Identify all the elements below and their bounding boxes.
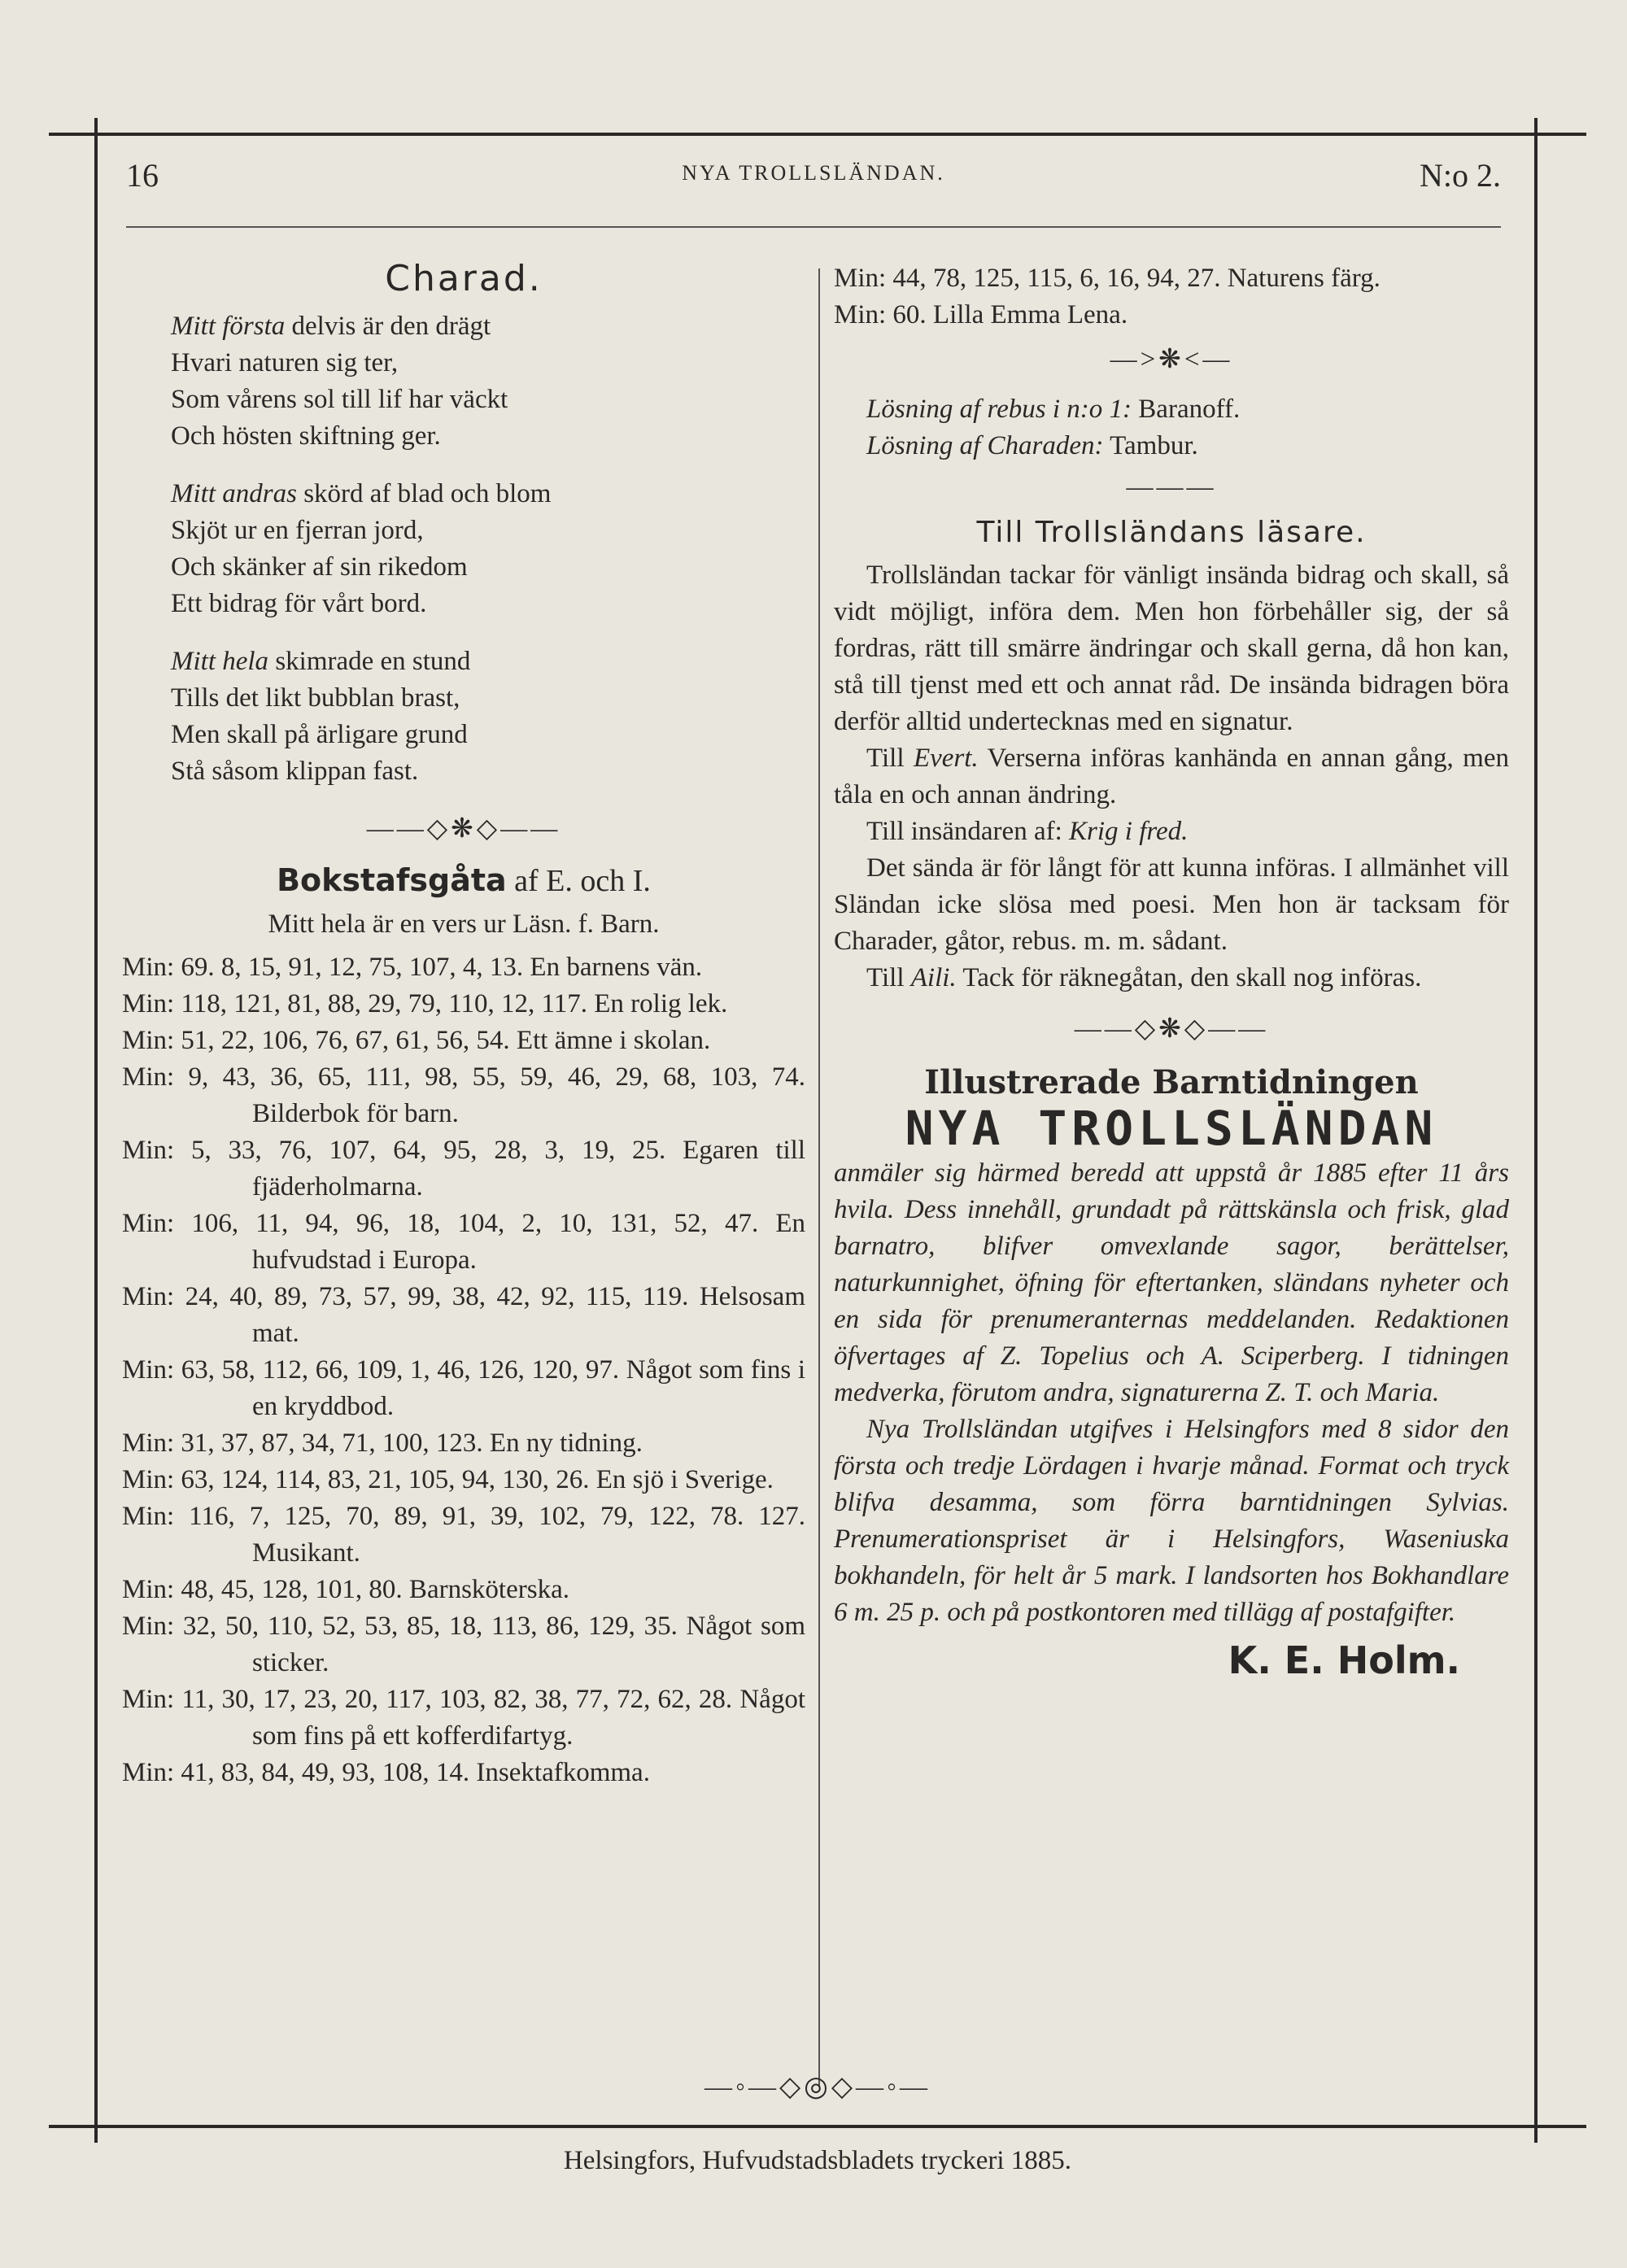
frame-left-rule bbox=[94, 133, 98, 2128]
lasare-paragraph: Till Aili. Tack för räknegåtan, den skall nog införas. bbox=[866, 963, 1422, 992]
ornament-divider: ——— bbox=[1126, 473, 1217, 502]
lasare-paragraph: Det sända är för långt för att kunna införas. I allmänhet vill Sländan icke slösa med poesi. Men hon är tacksam för Charader, gåtor, rebus. m. m. sådant. bbox=[834, 853, 1509, 956]
min-entry: Min: 106, 11, 94, 96, 18, 104, 2, 10, 131, 52, 47. En hufvudstad i Europa. bbox=[122, 1209, 805, 1275]
charad-stanza-2 bbox=[122, 476, 805, 622]
min-entry: Min: 32, 50, 110, 52, 53, 85, 18, 113, 86, 129, 35. Något som sticker. bbox=[122, 1612, 805, 1677]
header-rule bbox=[126, 226, 1501, 228]
min-entry: Min: 63, 58, 112, 66, 109, 1, 46, 126, 120, 97. Något som fins i en kryddbod. bbox=[122, 1355, 805, 1421]
bokstafsgata-heading: Bokstafsgåta af E. och I. bbox=[277, 862, 651, 898]
running-title: NYA TROLLSLÄNDAN. bbox=[682, 161, 945, 185]
corner-cross-icon bbox=[1520, 2110, 1552, 2143]
advert-heading: Illustrerade Barntidningen bbox=[924, 1063, 1419, 1101]
min-entry: Min: 5, 33, 76, 107, 64, 95, 28, 3, 19, 25. Egaren till fjäderholmarna. bbox=[122, 1136, 805, 1202]
bokstafsgata-intro: Mitt hela är en vers ur Läsn. f. Barn. bbox=[268, 909, 660, 939]
lasare-paragraph: Till Evert. Verserna införas kanhända en annan gång, men tåla en och annan ändring. bbox=[834, 744, 1509, 809]
poem-line: Skjöt ur en fjerran jord, bbox=[171, 516, 424, 545]
lasare-paragraph: Trollsländan tackar för vänligt insända bidrag och skall, så vidt möjligt, införa dem. Men hon förbehåller sig, der så fordras, rätt till smärre ändringar och skall gerna, då hon kan, stå till tjenst med ett och annat råd. De insända bidragen böra derför alltid undertecknas med en signatur. bbox=[834, 560, 1509, 736]
poem-line: Och hösten skiftning ger. bbox=[171, 421, 441, 451]
poem-line: Mitt andras skörd af blad och blom bbox=[171, 479, 552, 508]
poem-line: Tills det likt bubblan brast, bbox=[171, 683, 460, 713]
charad-stanza-1 bbox=[122, 308, 805, 455]
poem-line: Ett bidrag för vårt bord. bbox=[171, 589, 427, 618]
poem-line: Hvari naturen sig ter, bbox=[171, 348, 399, 377]
ornament-divider: ——◇❋◇—— bbox=[1074, 1014, 1269, 1044]
printer-footer: Helsingfors, Hufvudstadsbladets tryckeri 1885. bbox=[563, 2146, 1072, 2175]
advert-paragraph: anmäler sig härmed beredd att uppstå år 1885 efter 11 års hvila. Dess innehåll, grundadt på rättskänsla och frisk, glad barnatro, blifver omvexlande sagor, berättelser, naturkunnighet, öfning för eftertanken, sländans nyheter och en sida för prenumeranternas meddelanden. Redaktionen öfvertages af Z. Topelius och A. Sciperberg. I tidningen medverka, förutom andra, signaturerna Z. T. och Maria. bbox=[834, 1158, 1509, 1407]
corner-cross-icon bbox=[1520, 118, 1552, 150]
min-entry: Min: 9, 43, 36, 65, 111, 98, 55, 59, 46, 29, 68, 103, 74. Bilderbok för barn. bbox=[122, 1062, 805, 1128]
ornament-divider: —◦—◇◎◇—◦— bbox=[704, 2072, 931, 2102]
poem-line: Mitt första delvis är den drägt bbox=[171, 312, 491, 341]
column-rule bbox=[818, 268, 820, 2087]
advert-paragraph: Nya Trollsländan utgifves i Helsingfors med 8 sidor den första och tredje Lördagen i hvarje månad. Format och tryck blifva desamma, som förra barntidningen Sylvias. Prenumerationspriset är i Helsingfors, Waseniuska bokhandeln, för helt år 5 mark. I landsorten hos Bokhandlare 6 m. 25 p. och på postkontoren med tillägg af postafgifter. bbox=[834, 1415, 1509, 1627]
min-entry: Min: 24, 40, 89, 73, 57, 99, 38, 42, 92, 115, 119. Helsosam mat. bbox=[122, 1282, 805, 1348]
charad-title: Charad. bbox=[385, 258, 543, 299]
issue-number: N:o 2. bbox=[1420, 157, 1501, 194]
min-entry: Min: 60. Lilla Emma Lena. bbox=[834, 300, 1128, 329]
lasare-paragraph: Till insändaren af: Krig i fred. bbox=[866, 817, 1189, 846]
poem-line: Men skall på ärligare grund bbox=[171, 720, 468, 749]
poem-line: Som vårens sol till lif har väckt bbox=[171, 385, 508, 414]
min-entry: Min: 69. 8, 15, 91, 12, 75, 107, 4, 13. En barnens vän. bbox=[122, 953, 703, 982]
ornament-divider: ——◇❋◇—— bbox=[366, 814, 561, 844]
min-entry: Min: 63, 124, 114, 83, 21, 105, 94, 130, 26. En sjö i Sverige. bbox=[122, 1465, 774, 1494]
ornament-divider: —>❋<— bbox=[1110, 345, 1233, 374]
page-number: 16 bbox=[126, 157, 159, 194]
frame-bottom-rule bbox=[49, 2125, 1586, 2128]
min-entry: Min: 31, 37, 87, 34, 71, 100, 123. En ny tidning. bbox=[122, 1428, 643, 1458]
corner-cross-icon bbox=[80, 118, 112, 150]
frame-right-rule bbox=[1534, 133, 1538, 2128]
min-entry: Min: 51, 22, 106, 76, 67, 61, 56, 54. Ett ämne i skolan. bbox=[122, 1026, 711, 1055]
min-entry: Min: 41, 83, 84, 49, 93, 108, 14. Insektafkomma. bbox=[122, 1758, 650, 1787]
lasare-heading: Till Trollsländans läsare. bbox=[976, 516, 1367, 549]
poem-line: Mitt hela skimrade en stund bbox=[171, 647, 471, 676]
frame-top-rule bbox=[49, 133, 1586, 136]
advert-title: NYA TROLLSLÄNDAN bbox=[905, 1101, 1438, 1156]
corner-cross-icon bbox=[80, 2110, 112, 2143]
page-header bbox=[126, 156, 1501, 205]
signature: K. E. Holm. bbox=[1228, 1638, 1460, 1682]
min-entry: Min: 11, 30, 17, 23, 20, 117, 103, 82, 38, 77, 72, 62, 28. Något som fins på ett kofferdifartyg. bbox=[122, 1685, 805, 1751]
poem-line: Stå såsom klippan fast. bbox=[171, 757, 419, 786]
min-entry: Min: 44, 78, 125, 115, 6, 16, 94, 27. Naturens färg. bbox=[834, 264, 1381, 293]
charad-stanza-3 bbox=[122, 643, 805, 790]
right-column bbox=[834, 260, 1509, 1682]
left-column bbox=[122, 260, 805, 1791]
min-entry: Min: 118, 121, 81, 88, 29, 79, 110, 12, 117. En rolig lek. bbox=[122, 989, 728, 1018]
charad-solution: Lösning af Charaden: Tambur. bbox=[866, 431, 1198, 460]
min-entry: Min: 48, 45, 128, 101, 80. Barnsköterska. bbox=[122, 1575, 569, 1604]
rebus-solution: Lösning af rebus i n:o 1: Baranoff. bbox=[866, 395, 1241, 424]
poem-line: Och skänker af sin rikedom bbox=[171, 552, 468, 582]
min-entry: Min: 116, 7, 125, 70, 89, 91, 39, 102, 79, 122, 78. 127. Musikant. bbox=[122, 1502, 805, 1568]
